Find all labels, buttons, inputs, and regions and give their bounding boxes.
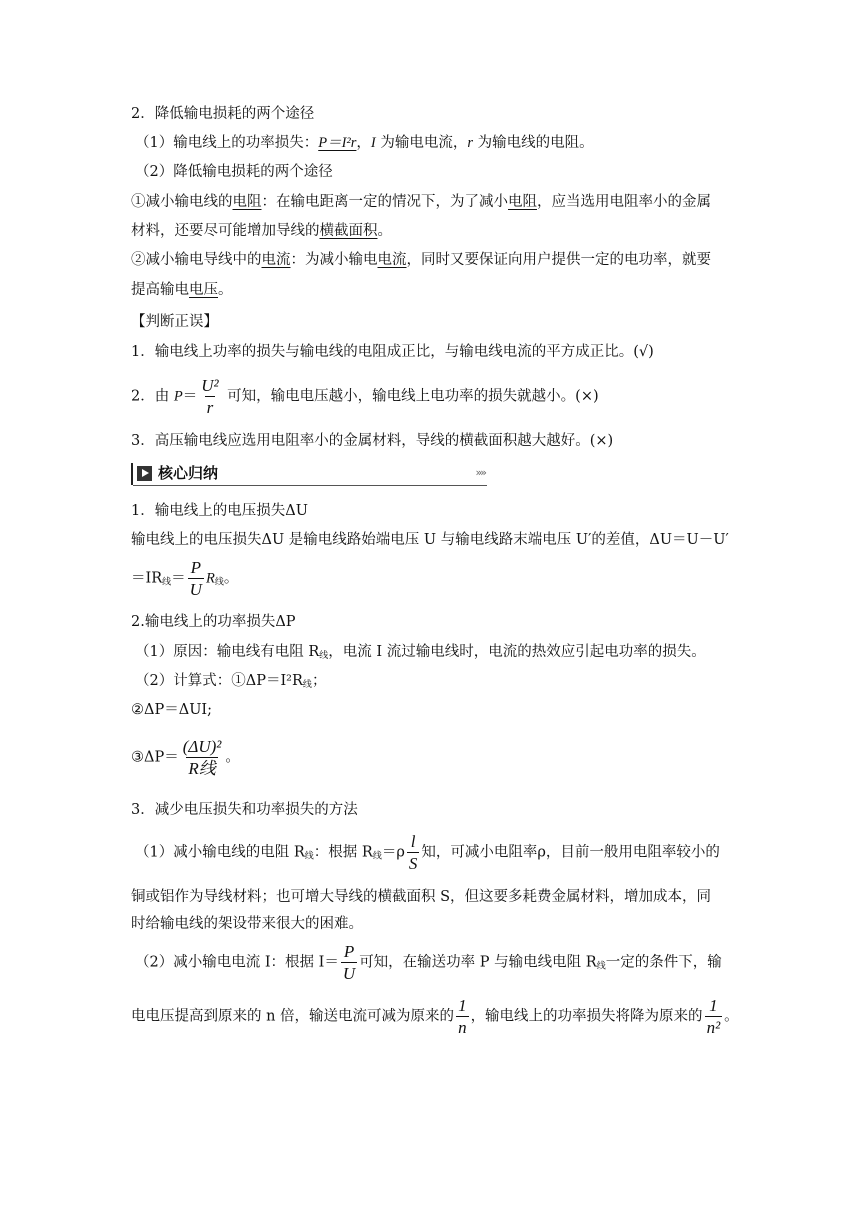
text: 。 (218, 282, 233, 298)
var-r: R (205, 570, 215, 587)
text: （2）降低输电损耗的两个途径 (135, 164, 333, 180)
text: （1）输电线上的功率损失： (135, 135, 319, 151)
underlined-term: 电阻 (232, 194, 262, 210)
text: ； (311, 673, 327, 689)
underlined-term: 电流 (377, 252, 407, 268)
text: 可知，在输送功率 P 与输电线电阻 R (359, 954, 597, 971)
text: ②ΔP＝ΔUI; (131, 702, 213, 718)
underlined-term: 横截面积 (319, 223, 378, 239)
paragraph-reduce-resistance (131, 192, 711, 212)
judge-item-1 (131, 342, 654, 362)
underlined-term: 电流 (261, 252, 291, 268)
numerator: U² (201, 376, 219, 395)
section-header-core-summary (131, 462, 487, 486)
numerator: P (343, 942, 355, 961)
fraction-p-over-u (188, 558, 204, 599)
fraction-p-over-u-2 (341, 942, 357, 983)
text: 1．输电线上的电压损失ΔU (131, 503, 308, 519)
k1-line-2 (131, 558, 238, 599)
text: ①减小输电线的 (131, 194, 233, 210)
fraction-u2-over-r (199, 376, 220, 417)
text: ＝ (171, 570, 186, 587)
text: 【判断正误】 (131, 314, 218, 330)
text: 1．输电线上功率的损失与输电线的电阻成正比，与输电线电流的平方成正比。(√) (131, 344, 654, 360)
k3-reduce-current (135, 942, 722, 983)
k1-line-1 (131, 530, 729, 550)
text: 。 (225, 749, 240, 766)
section-bar-line (131, 463, 133, 485)
section-title: 核心归纳 (158, 464, 219, 482)
subscript: 线 (302, 680, 312, 690)
double-chevron-right-icon: »» (475, 466, 485, 479)
text: ：在输电距离一定的情况下，为了减小 (261, 194, 508, 210)
numerator: 1 (709, 996, 718, 1015)
subscript: 线 (304, 851, 314, 862)
denominator: S (408, 854, 418, 873)
subscript: 线 (372, 851, 382, 862)
numerator: 1 (458, 996, 467, 1015)
fraction-l-over-s (407, 832, 420, 873)
judge-heading (131, 312, 218, 332)
paragraph-two-ways (135, 162, 333, 182)
denominator: R线 (188, 759, 216, 778)
text: ，同时又要保证向用户提供一定的电功率，就要 (406, 252, 711, 268)
fraction-1-over-n (456, 996, 469, 1037)
text: ＝ρ (381, 844, 405, 861)
k2-formula-1 (135, 671, 326, 695)
judge-item-3 (131, 431, 613, 451)
paragraph-power-loss (135, 133, 594, 153)
heading-2 (131, 104, 314, 124)
heading-2-text: 2．降低输电损耗的两个途径 (131, 106, 315, 122)
subscript: 线 (214, 577, 224, 588)
text: 一定的条件下，输 (605, 954, 722, 971)
text: 2．由 (131, 388, 174, 405)
text: 电电压提高到原来的 n 倍，输送电流可减为原来的 (131, 1008, 455, 1025)
k3-reduce-resistance (135, 832, 720, 873)
denominator: r (206, 398, 214, 417)
k3-reduce-resistance-cont-1 (131, 887, 711, 907)
underlined-term: 电压 (189, 282, 218, 298)
underlined-term: 电阻 (508, 194, 537, 210)
fraction-du2-over-r (181, 737, 224, 778)
denominator: U (189, 580, 202, 599)
denominator: U (342, 964, 356, 983)
text: 提高输电 (131, 282, 189, 298)
text: 铜或铝作为导线材料；也可增大导线的横截面积 S，但这要多耗费金属材料，增加成本，同 (131, 889, 712, 905)
paragraph-reduce-current-cont (131, 280, 233, 300)
text: ，电流 I 流过输电线时，电流的热效应引起电功率的损失。 (328, 644, 706, 660)
text: 3．高压输电线应选用电阻率小的金属材料，导线的横截面积越大越好。(×) (131, 433, 614, 449)
text: 。 (724, 1008, 739, 1025)
text: 材料，还要尽可能增加导线的 (131, 223, 320, 239)
k2-formula-3 (131, 737, 240, 778)
var-i: I (370, 135, 376, 151)
play-triangle-icon (137, 466, 152, 481)
k2-formula-2 (131, 700, 212, 720)
paragraph-reduce-current (131, 250, 711, 270)
text: ，应当选用电阻率小的金属 (537, 194, 711, 210)
text: 输电线上的电压损失ΔU 是输电线路始端电压 U 与输电线路末端电压 U′的差值，ΔU＝U－U′ (131, 532, 729, 548)
judge-item-2 (131, 376, 599, 417)
numerator: (ΔU)² (182, 737, 222, 756)
text: ，输电线上的功率损失将降为原来的 (470, 1008, 703, 1025)
var-p: P (173, 388, 183, 405)
text: ②减小输电导线中的 (131, 252, 262, 268)
text: 知，可减小电阻率ρ，目前一般用电阻率较小的 (421, 844, 720, 861)
text: （2）减小输电电流 I：根据 I＝ (135, 954, 339, 971)
var-r: r (467, 135, 474, 151)
text: 为输电线的电阻。 (473, 135, 594, 151)
k2-cause (135, 642, 706, 666)
section-underline (133, 485, 487, 486)
subscript: 线 (319, 651, 329, 661)
text: （1）原因：输电线有电阻 R (135, 644, 320, 660)
subscript: 线 (596, 961, 606, 972)
formula-p-i2r: P＝I²r (318, 135, 357, 151)
text: 。 (223, 570, 239, 587)
text: ＝ (182, 388, 198, 405)
k2-heading (131, 612, 296, 632)
text: ＝IR (131, 570, 163, 587)
paragraph-reduce-resistance-cont (131, 221, 392, 241)
denominator: n (458, 1018, 467, 1037)
text: （1）减小输电线的电阻 R (135, 844, 305, 861)
fraction-1-over-n2 (705, 996, 723, 1037)
text: 。 (377, 223, 392, 239)
text: 2.输电线上的功率损失ΔP (131, 614, 296, 630)
k3-reduce-current-cont (131, 996, 739, 1037)
text: 时给输电线的架设带来很大的困难。 (131, 916, 363, 932)
k1-heading (131, 501, 308, 521)
k3-heading (131, 800, 358, 820)
k3-reduce-resistance-cont-2 (131, 914, 363, 934)
text: ：根据 R (313, 844, 373, 861)
denominator: n² (706, 1018, 721, 1037)
text: 可知，输电电压越小，输电线上电功率的损失就越小。(×) (222, 388, 599, 405)
text: ， (356, 135, 371, 151)
text: （2）计算式：①ΔP＝I²R (135, 673, 303, 689)
numerator: P (190, 558, 201, 577)
text: ：为减小输电 (290, 252, 378, 268)
subscript: 线 (162, 577, 172, 588)
text: 为输电电流， (375, 135, 468, 151)
text: ③ΔP＝ (131, 749, 179, 766)
text: 3．减少电压损失和功率损失的方法 (131, 802, 358, 818)
numerator: l (410, 832, 416, 851)
